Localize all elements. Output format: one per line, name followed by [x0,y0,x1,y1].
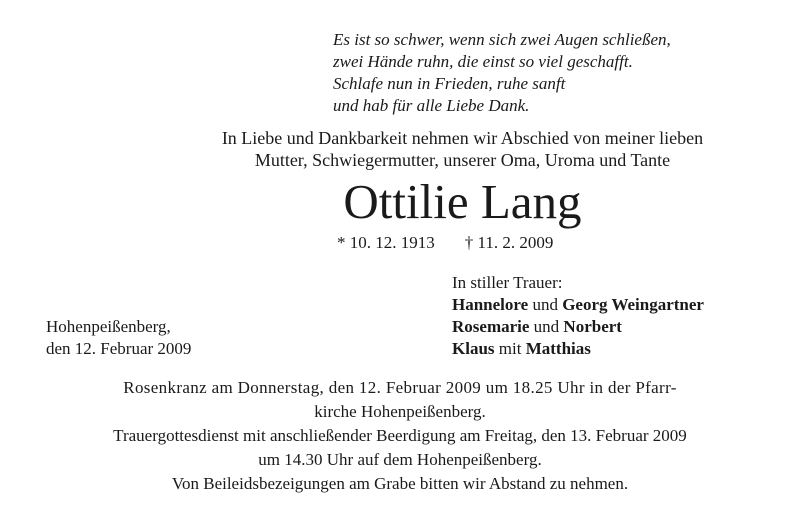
mourner-joiner: und [533,317,560,336]
life-dates [337,232,553,254]
intro-text [75,127,800,171]
intro-line: In Liebe und Dankbarkeit nehmen wir Abschied von meiner lieben [221,128,704,148]
poem-line: Es ist so schwer, wenn sich zwei Augen schließen, [333,30,671,49]
mourners-heading: In stiller Trauer: [452,273,563,292]
service-line: kirche Hohenpeißenberg. [314,402,486,421]
place-date-line: den 12. Februar 2009 [46,339,192,358]
mourner-joiner: und [532,295,558,314]
service-line: Von Beileidsbezeigungen am Grabe bitten wir Abstand zu nehmen. [171,474,629,493]
mourner-name: Matthias [525,339,591,358]
service-line: um 14.30 Uhr auf dem Hohenpeißenberg. [258,450,542,469]
place-town: Hohenpeißenberg, [46,317,171,336]
mourner-name: Rosemarie [452,317,530,336]
intro-line: Mutter, Schwiegermutter, unserer Oma, Uroma und Tante [254,150,671,170]
mourner-row [452,316,704,338]
mourner-name: Norbert [563,317,622,336]
mourners-block [452,272,704,360]
service-line: Trauergottesdienst mit anschließender Beerdigung am Freitag, den 13. Februar 2009 [113,426,687,445]
poem-line: und hab für alle Liebe Dank. [333,96,530,115]
mourner-row [452,338,704,360]
place-date [46,316,191,360]
mourner-name: Klaus [452,339,495,358]
poem [333,29,773,117]
poem-line: Schlafe nun in Frieden, ruhe sanft [333,74,566,93]
service-info [40,376,760,496]
poem-line: zwei Hände ruhn, die einst so viel geschafft. [333,52,633,71]
death-date: † 11. 2. 2009 [464,233,554,252]
service-line: Rosenkranz am Donnerstag, den 12. Februar 2009 um 18.25 Uhr in der Pfarr- [123,378,677,397]
mourner-row [452,294,704,316]
birth-date: * 10. 12. 1913 [337,233,435,252]
mourner-name: Hannelore [452,295,529,314]
mourner-name: Georg Weingartner [562,295,704,314]
mourner-joiner: mit [498,339,522,358]
deceased-name: Ottilie Lang [343,174,582,229]
